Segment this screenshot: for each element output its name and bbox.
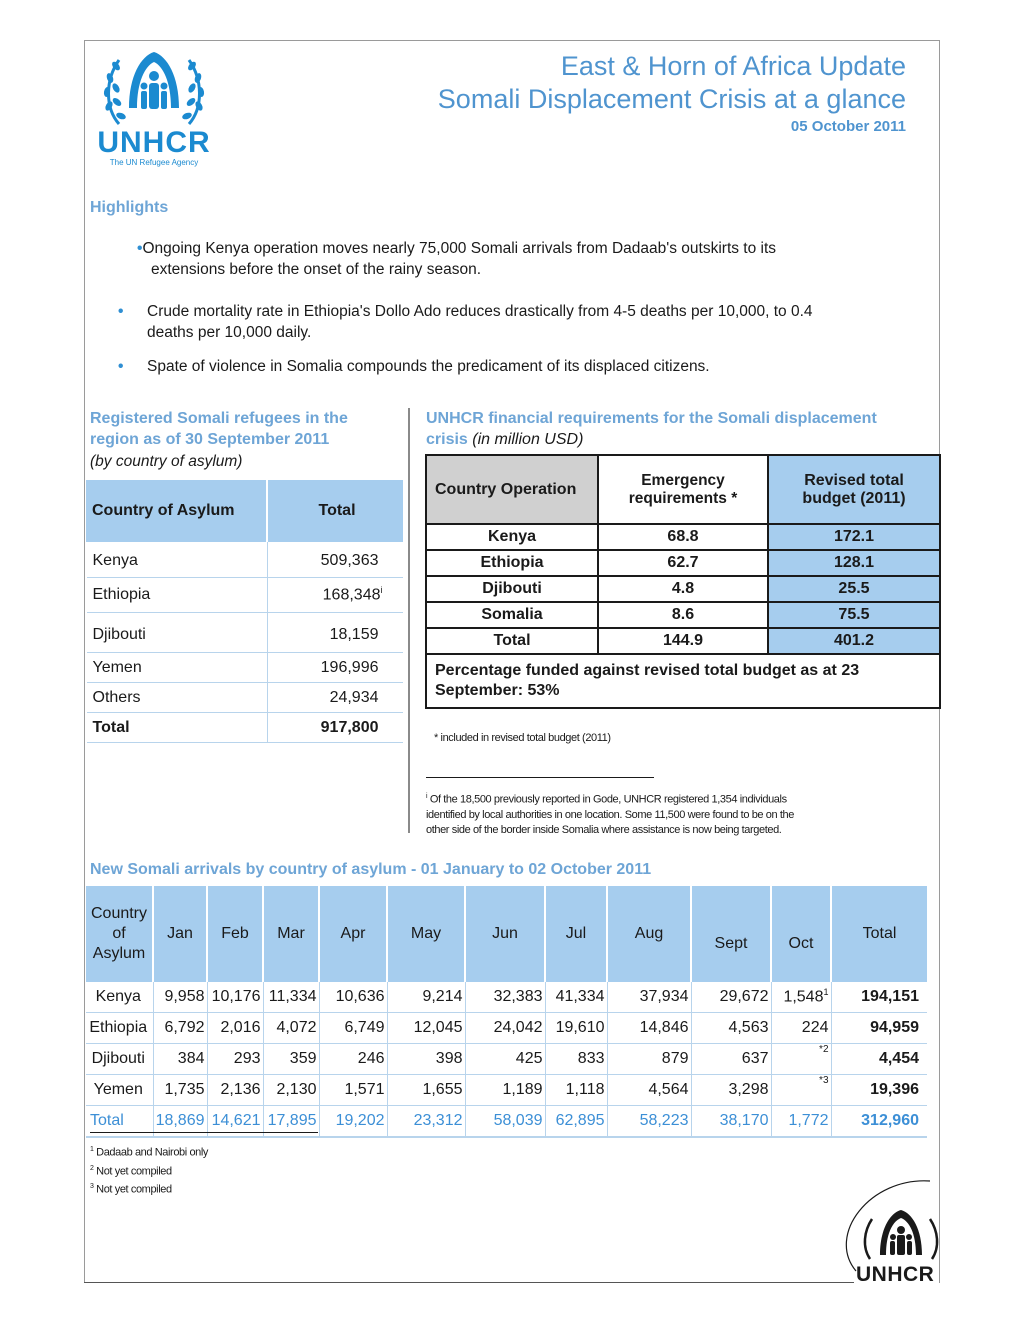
col-country-of-asylum: Country of Asylum [87,481,268,542]
cell-value: 9,214 [387,982,465,1013]
cell-value: 6,792 [153,1013,207,1044]
unhcr-logo [92,46,216,172]
row-operation: Djibouti [426,576,598,602]
logo-wordmark: UNHCR [97,126,211,159]
row-country: Others [87,683,268,713]
cell-value: 2,136 [207,1075,263,1106]
refugees-subtitle: (by country of asylum) [90,453,243,470]
highlight-item [118,301,813,343]
row-country: Djibouti [86,1044,153,1075]
cell-value: 1,548$^1$ [771,982,831,1013]
refugees-table [86,480,403,743]
row-revised: 401.2 [768,628,940,654]
cell-value: 2,016 [207,1013,263,1044]
table-row [86,1013,927,1044]
footnote-item: $^2$ Not yet compiled [90,1164,172,1178]
row-total: 196,996 [267,653,403,683]
table-row [87,542,403,578]
table-total-row [426,628,940,654]
row-emergency: 62.7 [598,550,768,576]
cell-value: 19,202 [319,1106,387,1138]
refugees-title [90,408,348,450]
cell-value: 58,223 [607,1106,691,1138]
table-row [87,683,403,713]
row-emergency: 144.9 [598,628,768,654]
table-total-row [87,713,403,743]
cell-value: 4,564 [607,1075,691,1106]
row-total: 4,454 [831,1044,927,1075]
cell-value: 425 [465,1044,545,1075]
refugees-title-line2: region as of 30 September 2011 [90,431,330,448]
document-header [438,50,906,138]
row-operation: Somalia [426,602,598,628]
cell-value: 14,621 [207,1106,263,1138]
financial-title-unit: (in million USD) [472,431,584,448]
header-title-line2: Somali Displacement Crisis at a glance [437,84,906,114]
cell-value: 879 [607,1044,691,1075]
col-month: May [387,886,465,982]
cell-value: 23,312 [387,1106,465,1138]
endnote-rule [426,777,654,778]
col-month: Aug [607,886,691,982]
row-country: Yemen [86,1075,153,1106]
row-emergency: 68.8 [598,524,768,550]
row-country: Djibouti [87,613,268,653]
cell-value: 833 [545,1044,607,1075]
col-month: Jun [465,886,545,982]
header-title-line1: East & Horn of Africa Update [560,51,906,81]
row-operation: Kenya [426,524,598,550]
table-row [426,550,940,576]
cell-value: 1,735 [153,1075,207,1106]
row-total: 168,348$^i$ [267,578,403,613]
row-total: 509,363 [267,542,403,578]
cell-value: *3 [771,1075,831,1106]
row-total: 194,151 [831,982,927,1013]
row-revised: 75.5 [768,602,940,628]
col-total: Total [831,886,927,982]
col-emergency-requirements: Emergency requirements * [598,455,768,524]
highlight-item [137,238,776,280]
cell-value: 58,039 [465,1106,545,1138]
row-total: 19,396 [831,1075,927,1106]
cell-value: 1,118 [545,1075,607,1106]
corner-logo-wordmark: UNHCR [856,1263,935,1286]
table-row [87,578,403,613]
table-row [426,576,940,602]
table-row [86,1044,927,1075]
cell-value: 1,772 [771,1106,831,1138]
footnote-mark: 1 [823,987,829,998]
table-row [86,982,927,1013]
row-total: 18,159 [267,613,403,653]
row-operation: Total [426,628,598,654]
cell-value: 10,176 [207,982,263,1013]
logo-tagline: The UN Refugee Agency [109,158,199,167]
highlight-text: Ongoing Kenya operation moves nearly 75,000 Somali arrivals from Dadaab's outskirts to its [142,240,777,257]
row-country: Ethiopia [86,1013,153,1044]
col-total: Total [267,481,403,542]
total-value: 917,800 [267,713,403,743]
cell-value: 32,383 [465,982,545,1013]
col-month: Oct [771,886,831,982]
col-month: Feb [207,886,263,982]
cell-value: 17,895 [263,1106,319,1138]
row-total: 24,934 [267,683,403,713]
col-country-operation: Country Operation [426,455,598,524]
footnote-item: $^1$ Dadaab and Nairobi only [90,1146,209,1159]
table-row [426,524,940,550]
bullet-icon: • [137,240,143,257]
total-label: Total [86,1106,153,1138]
col-month: Jul [545,886,607,982]
row-revised: 128.1 [768,550,940,576]
cell-value: *2 [771,1044,831,1075]
row-emergency: 4.8 [598,576,768,602]
highlight-text: Crude mortality rate in Ethiopia's Dollo Ado reduces drastically from 4-5 deaths per 10,000, to 0.4 [147,303,813,320]
footnote-item: $^3$ Not yet compiled [90,1183,172,1196]
financial-table [425,454,941,709]
row-country: Kenya [86,982,153,1013]
cell-value: 293 [207,1044,263,1075]
cell-value: 4,072 [263,1013,319,1044]
cell-value: 2,130 [263,1075,319,1106]
table-row [86,1075,927,1106]
row-country: Yemen [87,653,268,683]
endnote-mark: i [380,585,383,596]
col-month: Sept [691,886,771,982]
row-operation: Ethiopia [426,550,598,576]
column-divider [408,408,410,833]
table-row [87,653,403,683]
bullet-icon: • [118,358,124,375]
row-country: Ethiopia [87,578,268,613]
cell-value: 29,672 [691,982,771,1013]
col-country-of-asylum: Country of Asylum [86,886,153,982]
cell-value: 12,045 [387,1013,465,1044]
row-revised: 25.5 [768,576,940,602]
row-country: Kenya [87,542,268,578]
cell-value: 38,170 [691,1106,771,1138]
col-month: Mar [263,886,319,982]
page-bottom-rule [84,1282,854,1283]
funded-percentage: Percentage funded against revised total budget as at 23 September: 53% [426,654,940,708]
cell-value: 1,189 [465,1075,545,1106]
cell-value: 41,334 [545,982,607,1013]
unhcr-corner-logo [830,1175,948,1287]
col-month: Apr [319,886,387,982]
row-total: 312,960 [831,1106,927,1138]
row-total: 94,959 [831,1013,927,1044]
highlights-title: Highlights [90,199,169,216]
highlight-item [118,356,710,377]
cell-value: 246 [319,1044,387,1075]
arrivals-title: New Somali arrivals by country of asylum - 01 January to 02 October 2011 [90,861,652,878]
highlight-text-cont: deaths per 10,000 daily. [147,324,312,341]
cell-value: 1,655 [387,1075,465,1106]
bullet-icon: • [118,303,124,320]
refugees-title-line1: Registered Somali refugees in the [90,410,348,427]
cell-value: 398 [387,1044,465,1075]
arrivals-table [86,886,927,1138]
col-month: Jan [153,886,207,982]
table-row [87,613,403,653]
cell-value: 359 [263,1044,319,1075]
highlight-text: Spate of violence in Somalia compounds the predicament of its displaced citizens. [147,358,710,375]
cell-value: 62,895 [545,1106,607,1138]
cell-value: 224 [771,1013,831,1044]
col-revised-budget: Revised total budget (2011) [768,455,940,524]
cell-value: 37,934 [607,982,691,1013]
financial-title [426,408,877,450]
cell-value: 10,636 [319,982,387,1013]
table-row [426,602,940,628]
unhcr-emblem-icon [99,46,209,130]
financial-title-line1: UNHCR financial requirements for the Somali displacement [426,410,877,427]
cell-value: 3,298 [691,1075,771,1106]
footnote-rule [90,1132,318,1133]
arrivals-footnotes [90,1142,208,1198]
cell-value: 384 [153,1044,207,1075]
cell-value: 18,869 [153,1106,207,1138]
row-revised: 172.1 [768,524,940,550]
financial-title-line2: crisis [426,431,468,448]
cell-value: 6,749 [319,1013,387,1044]
cell-value: 24,042 [465,1013,545,1044]
cell-value: 19,610 [545,1013,607,1044]
total-label: Total [87,713,268,743]
cell-value: 11,334 [263,982,319,1013]
cell-value: 1,571 [319,1075,387,1106]
highlight-text-cont: extensions before the onset of the rainy season. [151,261,482,278]
cell-value: 4,563 [691,1013,771,1044]
cell-value: 637 [691,1044,771,1075]
cell-value: 14,846 [607,1013,691,1044]
row-emergency: 8.6 [598,602,768,628]
cell-value: 9,958 [153,982,207,1013]
financial-endnote: $^i$ Of the 18,500 previously reported in Gode, UNHCR registered 1,354 individuals identified by local authorities in one location. Some 11,500 were found to be on the other side of the border inside Somalia where assistance is now being targeted. [426,793,794,836]
financial-footnote: * included in revised total budget (2011) [434,732,611,744]
header-date: 05 October 2011 [790,118,906,135]
